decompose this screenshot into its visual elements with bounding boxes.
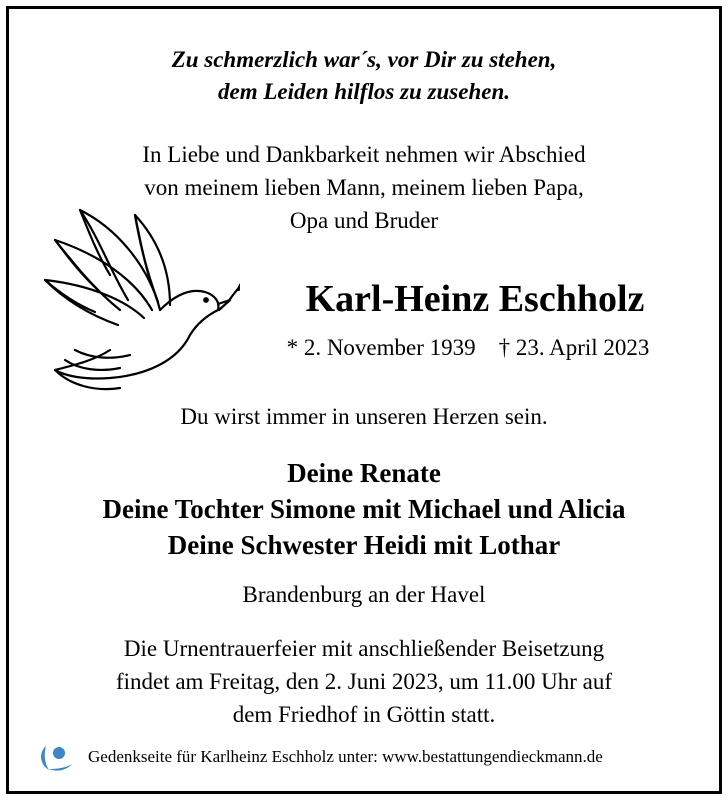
footer bbox=[40, 742, 603, 772]
intro-line-3: Opa und Bruder bbox=[289, 208, 439, 233]
ceremony-line-3: dem Friedhof in Göttin statt. bbox=[232, 702, 496, 727]
quote-line-2: dem Leiden hilflos zu zusehen. bbox=[217, 79, 510, 104]
mourners bbox=[0, 455, 728, 563]
ceremony-line-1: Die Urnentrauerfeier mit anschließender Beisetzung bbox=[123, 636, 605, 661]
ceremony-info bbox=[0, 632, 728, 731]
motto: Du wirst immer in unseren Herzen sein. bbox=[180, 404, 548, 429]
quote bbox=[0, 44, 728, 108]
place: Brandenburg an der Havel bbox=[242, 582, 486, 607]
mourner-line-2: Deine Tochter Simone mit Michael und Alicia bbox=[102, 494, 626, 524]
intro-line-2: von meinem lieben Mann, meinem lieben Papa, bbox=[144, 175, 584, 200]
dove-with-branch-icon bbox=[40, 200, 240, 400]
deceased-name: Karl-Heinz Eschholz bbox=[305, 278, 645, 320]
intro-line-1: In Liebe und Dankbarkeit nehmen wir Abschied bbox=[142, 142, 586, 167]
life-dates bbox=[238, 333, 698, 363]
birth-date: * 2. November 1939 bbox=[286, 335, 476, 360]
death-date: † 23. April 2023 bbox=[498, 335, 650, 360]
memorial-website-text: Gedenkseite für Karlheinz Eschholz unter: www.bestattungendieckmann.de bbox=[88, 747, 603, 766]
mourner-line-3: Deine Schwester Heidi mit Lothar bbox=[167, 530, 561, 560]
mourner-line-1: Deine Renate bbox=[287, 458, 441, 488]
quote-line-1: Zu schmerzlich war´s, vor Dir zu stehen, bbox=[171, 47, 557, 72]
ceremony-line-2: findet am Freitag, den 2. Juni 2023, um 11.00 Uhr auf bbox=[115, 669, 613, 694]
memorial-logo-icon bbox=[40, 742, 74, 772]
